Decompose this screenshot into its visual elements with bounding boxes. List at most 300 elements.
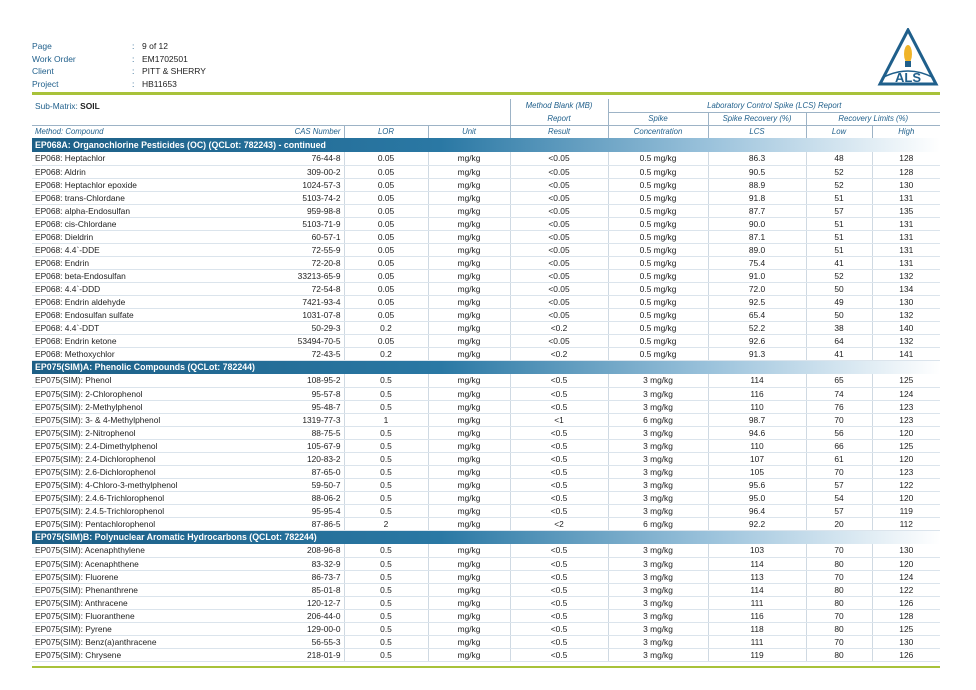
cell-lcs: 95.6 — [708, 478, 806, 491]
cell-high: 126 — [872, 648, 940, 661]
cell-lcs: 89.0 — [708, 243, 806, 256]
cell-lcs: 110 — [708, 439, 806, 452]
cell-lcs: 90.0 — [708, 217, 806, 230]
cell-lor: 0.5 — [344, 387, 428, 400]
cell-high: 132 — [872, 308, 940, 321]
cell-high: 135 — [872, 204, 940, 217]
table-row — [32, 204, 940, 217]
cell-compound: EP075(SIM): Fluorene — [32, 570, 254, 583]
cell-unit: mg/kg — [428, 491, 510, 504]
cell-result: <0.05 — [510, 178, 608, 191]
cell-lcs: 114 — [708, 557, 806, 570]
table-row — [32, 217, 940, 230]
cell-high: 131 — [872, 230, 940, 243]
cell-concentration: 3 mg/kg — [608, 491, 708, 504]
cell-unit: mg/kg — [428, 321, 510, 334]
cell-compound: EP075(SIM): 2.4.6-Trichlorophenol — [32, 491, 254, 504]
cell-result: <0.05 — [510, 165, 608, 178]
cell-low: 51 — [806, 243, 872, 256]
section-header-row — [32, 138, 940, 152]
cell-unit: mg/kg — [428, 583, 510, 596]
cell-lcs: 96.4 — [708, 504, 806, 517]
cell-lor: 0.5 — [344, 557, 428, 570]
cell-concentration: 0.5 mg/kg — [608, 152, 708, 165]
header-label: Page — [32, 41, 52, 51]
cell-unit: mg/kg — [428, 334, 510, 347]
cell-low: 65 — [806, 374, 872, 387]
cell-compound: EP075(SIM): 2-Methylphenol — [32, 400, 254, 413]
cell-result: <0.05 — [510, 282, 608, 295]
table-row — [32, 478, 940, 491]
cell-lcs: 103 — [708, 544, 806, 557]
cell-high: 120 — [872, 452, 940, 465]
cell-high: 131 — [872, 256, 940, 269]
method-blank-header: Method Blank (MB) — [510, 99, 608, 112]
cell-concentration: 3 mg/kg — [608, 544, 708, 557]
table-row — [32, 517, 940, 530]
cell-lor: 0.05 — [344, 308, 428, 321]
cell-low: 66 — [806, 439, 872, 452]
cell-low: 38 — [806, 321, 872, 334]
cell-low: 80 — [806, 622, 872, 635]
cell-low: 70 — [806, 635, 872, 648]
cell-lor: 0.5 — [344, 452, 428, 465]
cell-unit: mg/kg — [428, 308, 510, 321]
cell-cas-number: 95-48-7 — [254, 400, 344, 413]
cell-lor: 0.05 — [344, 295, 428, 308]
cell-high: 120 — [872, 491, 940, 504]
cell-lcs: 107 — [708, 452, 806, 465]
cell-concentration: 3 mg/kg — [608, 504, 708, 517]
cell-cas-number: 309-00-2 — [254, 165, 344, 178]
cell-compound: EP075(SIM): Phenanthrene — [32, 583, 254, 596]
cell-lcs: 88.9 — [708, 178, 806, 191]
cell-lor: 0.5 — [344, 609, 428, 622]
cell-lcs: 113 — [708, 570, 806, 583]
cell-high: 126 — [872, 596, 940, 609]
cell-compound: EP075(SIM): Pyrene — [32, 622, 254, 635]
cell-unit: mg/kg — [428, 400, 510, 413]
cell-concentration: 3 mg/kg — [608, 426, 708, 439]
col-high: High — [872, 125, 940, 138]
cell-high: 130 — [872, 295, 940, 308]
cell-unit: mg/kg — [428, 413, 510, 426]
cell-high: 120 — [872, 426, 940, 439]
cell-high: 128 — [872, 609, 940, 622]
cell-lcs: 114 — [708, 583, 806, 596]
cell-cas-number: 85-01-8 — [254, 583, 344, 596]
cell-concentration: 0.5 mg/kg — [608, 269, 708, 282]
cell-result: <0.05 — [510, 217, 608, 230]
cell-lcs: 119 — [708, 648, 806, 661]
cell-compound: EP075(SIM): 2-Nitrophenol — [32, 426, 254, 439]
cell-concentration: 3 mg/kg — [608, 583, 708, 596]
cell-compound: EP075(SIM): 2.4-Dimethylphenol — [32, 439, 254, 452]
cell-cas-number: 120-83-2 — [254, 452, 344, 465]
cell-lor: 0.5 — [344, 400, 428, 413]
cell-unit: mg/kg — [428, 204, 510, 217]
table-row — [32, 282, 940, 295]
cell-low: 52 — [806, 269, 872, 282]
cell-compound: EP068: trans-Chlordane — [32, 191, 254, 204]
cell-lor: 0.05 — [344, 256, 428, 269]
cell-compound: EP068: 4.4`-DDD — [32, 282, 254, 295]
cell-compound: EP068: Heptachlor — [32, 152, 254, 165]
cell-concentration: 3 mg/kg — [608, 635, 708, 648]
section-header-row — [32, 360, 940, 374]
section-title: EP068A: Organochlorine Pesticides (OC) (QCLot: 782243) - continued — [32, 138, 940, 152]
cell-cas-number: 5103-74-2 — [254, 191, 344, 204]
cell-lcs: 110 — [708, 400, 806, 413]
cell-concentration: 0.5 mg/kg — [608, 256, 708, 269]
cell-concentration: 3 mg/kg — [608, 609, 708, 622]
cell-lor: 0.5 — [344, 648, 428, 661]
header-row-page — [32, 40, 206, 53]
cell-result: <0.5 — [510, 583, 608, 596]
cell-low: 61 — [806, 452, 872, 465]
cell-lor: 0.5 — [344, 491, 428, 504]
cell-high: 120 — [872, 557, 940, 570]
cell-cas-number: 53494-70-5 — [254, 334, 344, 347]
cell-concentration: 0.5 mg/kg — [608, 282, 708, 295]
table-row — [32, 622, 940, 635]
cell-lor: 0.05 — [344, 269, 428, 282]
cell-result: <0.5 — [510, 439, 608, 452]
cell-compound: EP075(SIM): Fluoranthene — [32, 609, 254, 622]
cell-high: 131 — [872, 191, 940, 204]
cell-concentration: 0.5 mg/kg — [608, 204, 708, 217]
cell-cas-number: 95-57-8 — [254, 387, 344, 400]
cell-lcs: 75.4 — [708, 256, 806, 269]
cell-lor: 0.05 — [344, 191, 428, 204]
table-row — [32, 491, 940, 504]
cell-lcs: 98.7 — [708, 413, 806, 426]
cell-result: <0.5 — [510, 452, 608, 465]
cell-unit: mg/kg — [428, 478, 510, 491]
header-row-work-order — [32, 53, 206, 66]
cell-low: 57 — [806, 478, 872, 491]
cell-cas-number: 72-54-8 — [254, 282, 344, 295]
cell-lcs: 94.6 — [708, 426, 806, 439]
cell-lcs: 65.4 — [708, 308, 806, 321]
cell-result: <0.05 — [510, 230, 608, 243]
cell-compound: EP075(SIM): Acenaphthene — [32, 557, 254, 570]
table-row — [32, 426, 940, 439]
cell-unit: mg/kg — [428, 217, 510, 230]
report-header — [32, 40, 206, 90]
col-method-compound: Method: Compound — [32, 125, 254, 138]
cell-cas-number: 76-44-8 — [254, 152, 344, 165]
header-value-project: HB11653 — [142, 78, 177, 89]
cell-lcs: 87.1 — [708, 230, 806, 243]
table-row — [32, 191, 940, 204]
cell-lcs: 111 — [708, 635, 806, 648]
cell-cas-number: 95-95-4 — [254, 504, 344, 517]
cell-result: <0.05 — [510, 256, 608, 269]
cell-cas-number: 50-29-3 — [254, 321, 344, 334]
cell-unit: mg/kg — [428, 387, 510, 400]
cell-unit: mg/kg — [428, 269, 510, 282]
cell-unit: mg/kg — [428, 596, 510, 609]
cell-cas-number: 208-96-8 — [254, 544, 344, 557]
cell-lor: 0.05 — [344, 230, 428, 243]
table-row — [32, 583, 940, 596]
cell-lor: 0.5 — [344, 583, 428, 596]
cell-compound: EP068: Aldrin — [32, 165, 254, 178]
cell-cas-number: 120-12-7 — [254, 596, 344, 609]
cell-compound: EP068: beta-Endosulfan — [32, 269, 254, 282]
top-rule — [32, 92, 940, 95]
sub-matrix — [32, 99, 510, 112]
logo-burner-icon — [905, 61, 911, 67]
cell-unit: mg/kg — [428, 609, 510, 622]
header-spacer — [32, 112, 510, 125]
cell-high: 130 — [872, 544, 940, 557]
table-row — [32, 439, 940, 452]
cell-lor: 0.5 — [344, 622, 428, 635]
col-result: Result — [510, 125, 608, 138]
cell-lcs: 90.5 — [708, 165, 806, 178]
cell-compound: EP075(SIM): 2.4-Dichlorophenol — [32, 452, 254, 465]
cell-lcs: 114 — [708, 374, 806, 387]
cell-lcs: 92.2 — [708, 517, 806, 530]
cell-concentration: 0.5 mg/kg — [608, 178, 708, 191]
cell-compound: EP075(SIM): Anthracene — [32, 596, 254, 609]
sub-matrix-value: SOIL — [80, 100, 100, 111]
cell-low: 49 — [806, 295, 872, 308]
cell-compound: EP068: alpha-Endosulfan — [32, 204, 254, 217]
cell-cas-number: 87-86-5 — [254, 517, 344, 530]
cell-low: 70 — [806, 570, 872, 583]
table-row — [32, 452, 940, 465]
cell-low: 80 — [806, 583, 872, 596]
cell-low: 70 — [806, 465, 872, 478]
cell-compound: EP068: Dieldrin — [32, 230, 254, 243]
table-row — [32, 256, 940, 269]
method-blank-report-header: Report — [510, 112, 608, 125]
cell-concentration: 0.5 mg/kg — [608, 191, 708, 204]
cell-concentration: 0.5 mg/kg — [608, 295, 708, 308]
cell-result: <0.5 — [510, 374, 608, 387]
cell-concentration: 3 mg/kg — [608, 622, 708, 635]
table-row — [32, 243, 940, 256]
cell-high: 124 — [872, 387, 940, 400]
cell-high: 122 — [872, 478, 940, 491]
header-row-2 — [32, 112, 940, 125]
column-header-row — [32, 125, 940, 138]
section-title: EP075(SIM)A: Phenolic Compounds (QCLot: 782244) — [32, 360, 940, 374]
cell-concentration: 3 mg/kg — [608, 400, 708, 413]
cell-low: 48 — [806, 152, 872, 165]
table-row — [32, 374, 940, 387]
table-row — [32, 308, 940, 321]
cell-high: 130 — [872, 635, 940, 648]
cell-high: 119 — [872, 504, 940, 517]
table-row — [32, 504, 940, 517]
cell-low: 64 — [806, 334, 872, 347]
cell-cas-number: 60-57-1 — [254, 230, 344, 243]
cell-cas-number: 83-32-9 — [254, 557, 344, 570]
cell-high: 125 — [872, 374, 940, 387]
cell-compound: EP075(SIM): Pentachlorophenol — [32, 517, 254, 530]
cell-concentration: 0.5 mg/kg — [608, 165, 708, 178]
cell-compound: EP075(SIM): Acenaphthylene — [32, 544, 254, 557]
table-row — [32, 269, 940, 282]
cell-compound: EP068: Methoxychlor — [32, 347, 254, 360]
bottom-rule — [32, 666, 940, 668]
cell-unit: mg/kg — [428, 178, 510, 191]
header-colon: : — [132, 53, 135, 64]
table-row — [32, 321, 940, 334]
cell-compound: EP068: cis-Chlordane — [32, 217, 254, 230]
cell-compound: EP068: Heptachlor epoxide — [32, 178, 254, 191]
cell-lcs: 92.6 — [708, 334, 806, 347]
cell-concentration: 6 mg/kg — [608, 413, 708, 426]
cell-low: 70 — [806, 544, 872, 557]
cell-result: <0.2 — [510, 321, 608, 334]
cell-lor: 0.5 — [344, 635, 428, 648]
table-row — [32, 648, 940, 661]
cell-cas-number: 1024-57-3 — [254, 178, 344, 191]
cell-lor: 0.5 — [344, 544, 428, 557]
cell-high: 131 — [872, 243, 940, 256]
col-unit: Unit — [428, 125, 510, 138]
cell-result: <0.05 — [510, 243, 608, 256]
cell-unit: mg/kg — [428, 648, 510, 661]
lcs-report-header: Laboratory Control Spike (LCS) Report — [608, 99, 940, 112]
header-value-page: 9 of 12 — [142, 41, 168, 51]
cell-concentration: 0.5 mg/kg — [608, 321, 708, 334]
cell-unit: mg/kg — [428, 295, 510, 308]
cell-concentration: 3 mg/kg — [608, 596, 708, 609]
cell-cas-number: 59-50-7 — [254, 478, 344, 491]
cell-low: 70 — [806, 609, 872, 622]
cell-unit: mg/kg — [428, 465, 510, 478]
cell-low: 52 — [806, 165, 872, 178]
cell-unit: mg/kg — [428, 544, 510, 557]
cell-lcs: 116 — [708, 609, 806, 622]
qc-report-table — [32, 99, 940, 662]
cell-lor: 0.5 — [344, 465, 428, 478]
col-concentration: Concentration — [608, 125, 708, 138]
cell-result: <0.5 — [510, 426, 608, 439]
cell-concentration: 3 mg/kg — [608, 557, 708, 570]
cell-concentration: 3 mg/kg — [608, 648, 708, 661]
table-row — [32, 557, 940, 570]
cell-low: 57 — [806, 204, 872, 217]
cell-compound: EP075(SIM): 3- & 4-Methylphenol — [32, 413, 254, 426]
cell-high: 132 — [872, 334, 940, 347]
table-row — [32, 635, 940, 648]
logo-text: ALS — [895, 70, 921, 85]
cell-concentration: 3 mg/kg — [608, 439, 708, 452]
cell-concentration: 3 mg/kg — [608, 570, 708, 583]
cell-unit: mg/kg — [428, 622, 510, 635]
cell-lor: 0.5 — [344, 504, 428, 517]
cell-lcs: 92.5 — [708, 295, 806, 308]
cell-lor: 0.2 — [344, 321, 428, 334]
cell-low: 50 — [806, 282, 872, 295]
cell-compound: EP075(SIM): 2.6-Dichlorophenol — [32, 465, 254, 478]
cell-concentration: 3 mg/kg — [608, 374, 708, 387]
cell-lcs: 105 — [708, 465, 806, 478]
header-value-work-order: EM1702501 — [142, 53, 188, 64]
table-row — [32, 609, 940, 622]
cell-lor: 0.5 — [344, 596, 428, 609]
cell-lcs: 87.7 — [708, 204, 806, 217]
cell-cas-number: 7421-93-4 — [254, 295, 344, 308]
cell-low: 74 — [806, 387, 872, 400]
cell-result: <0.5 — [510, 491, 608, 504]
cell-lor: 0.5 — [344, 478, 428, 491]
cell-cas-number: 88-06-2 — [254, 491, 344, 504]
cell-unit: mg/kg — [428, 635, 510, 648]
cell-result: <0.5 — [510, 635, 608, 648]
cell-lor: 0.5 — [344, 374, 428, 387]
cell-cas-number: 56-55-3 — [254, 635, 344, 648]
cell-cas-number: 87-65-0 — [254, 465, 344, 478]
cell-concentration: 3 mg/kg — [608, 478, 708, 491]
cell-result: <0.05 — [510, 191, 608, 204]
cell-unit: mg/kg — [428, 426, 510, 439]
table-row — [32, 570, 940, 583]
cell-cas-number: 108-95-2 — [254, 374, 344, 387]
cell-cas-number: 129-00-0 — [254, 622, 344, 635]
cell-low: 80 — [806, 596, 872, 609]
cell-compound: EP075(SIM): Benz(a)anthracene — [32, 635, 254, 648]
cell-lcs: 111 — [708, 596, 806, 609]
cell-lcs: 95.0 — [708, 491, 806, 504]
cell-concentration: 0.5 mg/kg — [608, 334, 708, 347]
cell-lcs: 86.3 — [708, 152, 806, 165]
cell-unit: mg/kg — [428, 439, 510, 452]
cell-low: 41 — [806, 256, 872, 269]
cell-high: 131 — [872, 217, 940, 230]
cell-cas-number: 72-55-9 — [254, 243, 344, 256]
header-label: Work Order — [32, 53, 76, 64]
cell-low: 52 — [806, 178, 872, 191]
spike-header: Spike — [608, 112, 708, 125]
cell-unit: mg/kg — [428, 517, 510, 530]
cell-cas-number: 33213-65-9 — [254, 269, 344, 282]
cell-cas-number: 1319-77-3 — [254, 413, 344, 426]
cell-unit: mg/kg — [428, 256, 510, 269]
cell-unit: mg/kg — [428, 452, 510, 465]
section-title: EP075(SIM)B: Polynuclear Aromatic Hydrocarbons (QCLot: 782244) — [32, 530, 940, 544]
cell-result: <0.5 — [510, 596, 608, 609]
cell-high: 123 — [872, 413, 940, 426]
cell-unit: mg/kg — [428, 230, 510, 243]
cell-compound: EP075(SIM): 2.4.5-Trichlorophenol — [32, 504, 254, 517]
cell-lor: 0.5 — [344, 570, 428, 583]
header-colon: : — [132, 41, 135, 51]
cell-cas-number: 959-98-8 — [254, 204, 344, 217]
cell-lcs: 72.0 — [708, 282, 806, 295]
cell-lor: 0.05 — [344, 204, 428, 217]
cell-result: <2 — [510, 517, 608, 530]
cell-low: 80 — [806, 557, 872, 570]
col-low: Low — [806, 125, 872, 138]
table-row — [32, 295, 940, 308]
cell-result: <0.5 — [510, 465, 608, 478]
col-cas-number: CAS Number — [254, 125, 344, 138]
cell-lcs: 91.0 — [708, 269, 806, 282]
table-row — [32, 465, 940, 478]
cell-cas-number: 206-44-0 — [254, 609, 344, 622]
col-lor: LOR — [344, 125, 428, 138]
cell-concentration: 3 mg/kg — [608, 465, 708, 478]
cell-concentration: 3 mg/kg — [608, 387, 708, 400]
